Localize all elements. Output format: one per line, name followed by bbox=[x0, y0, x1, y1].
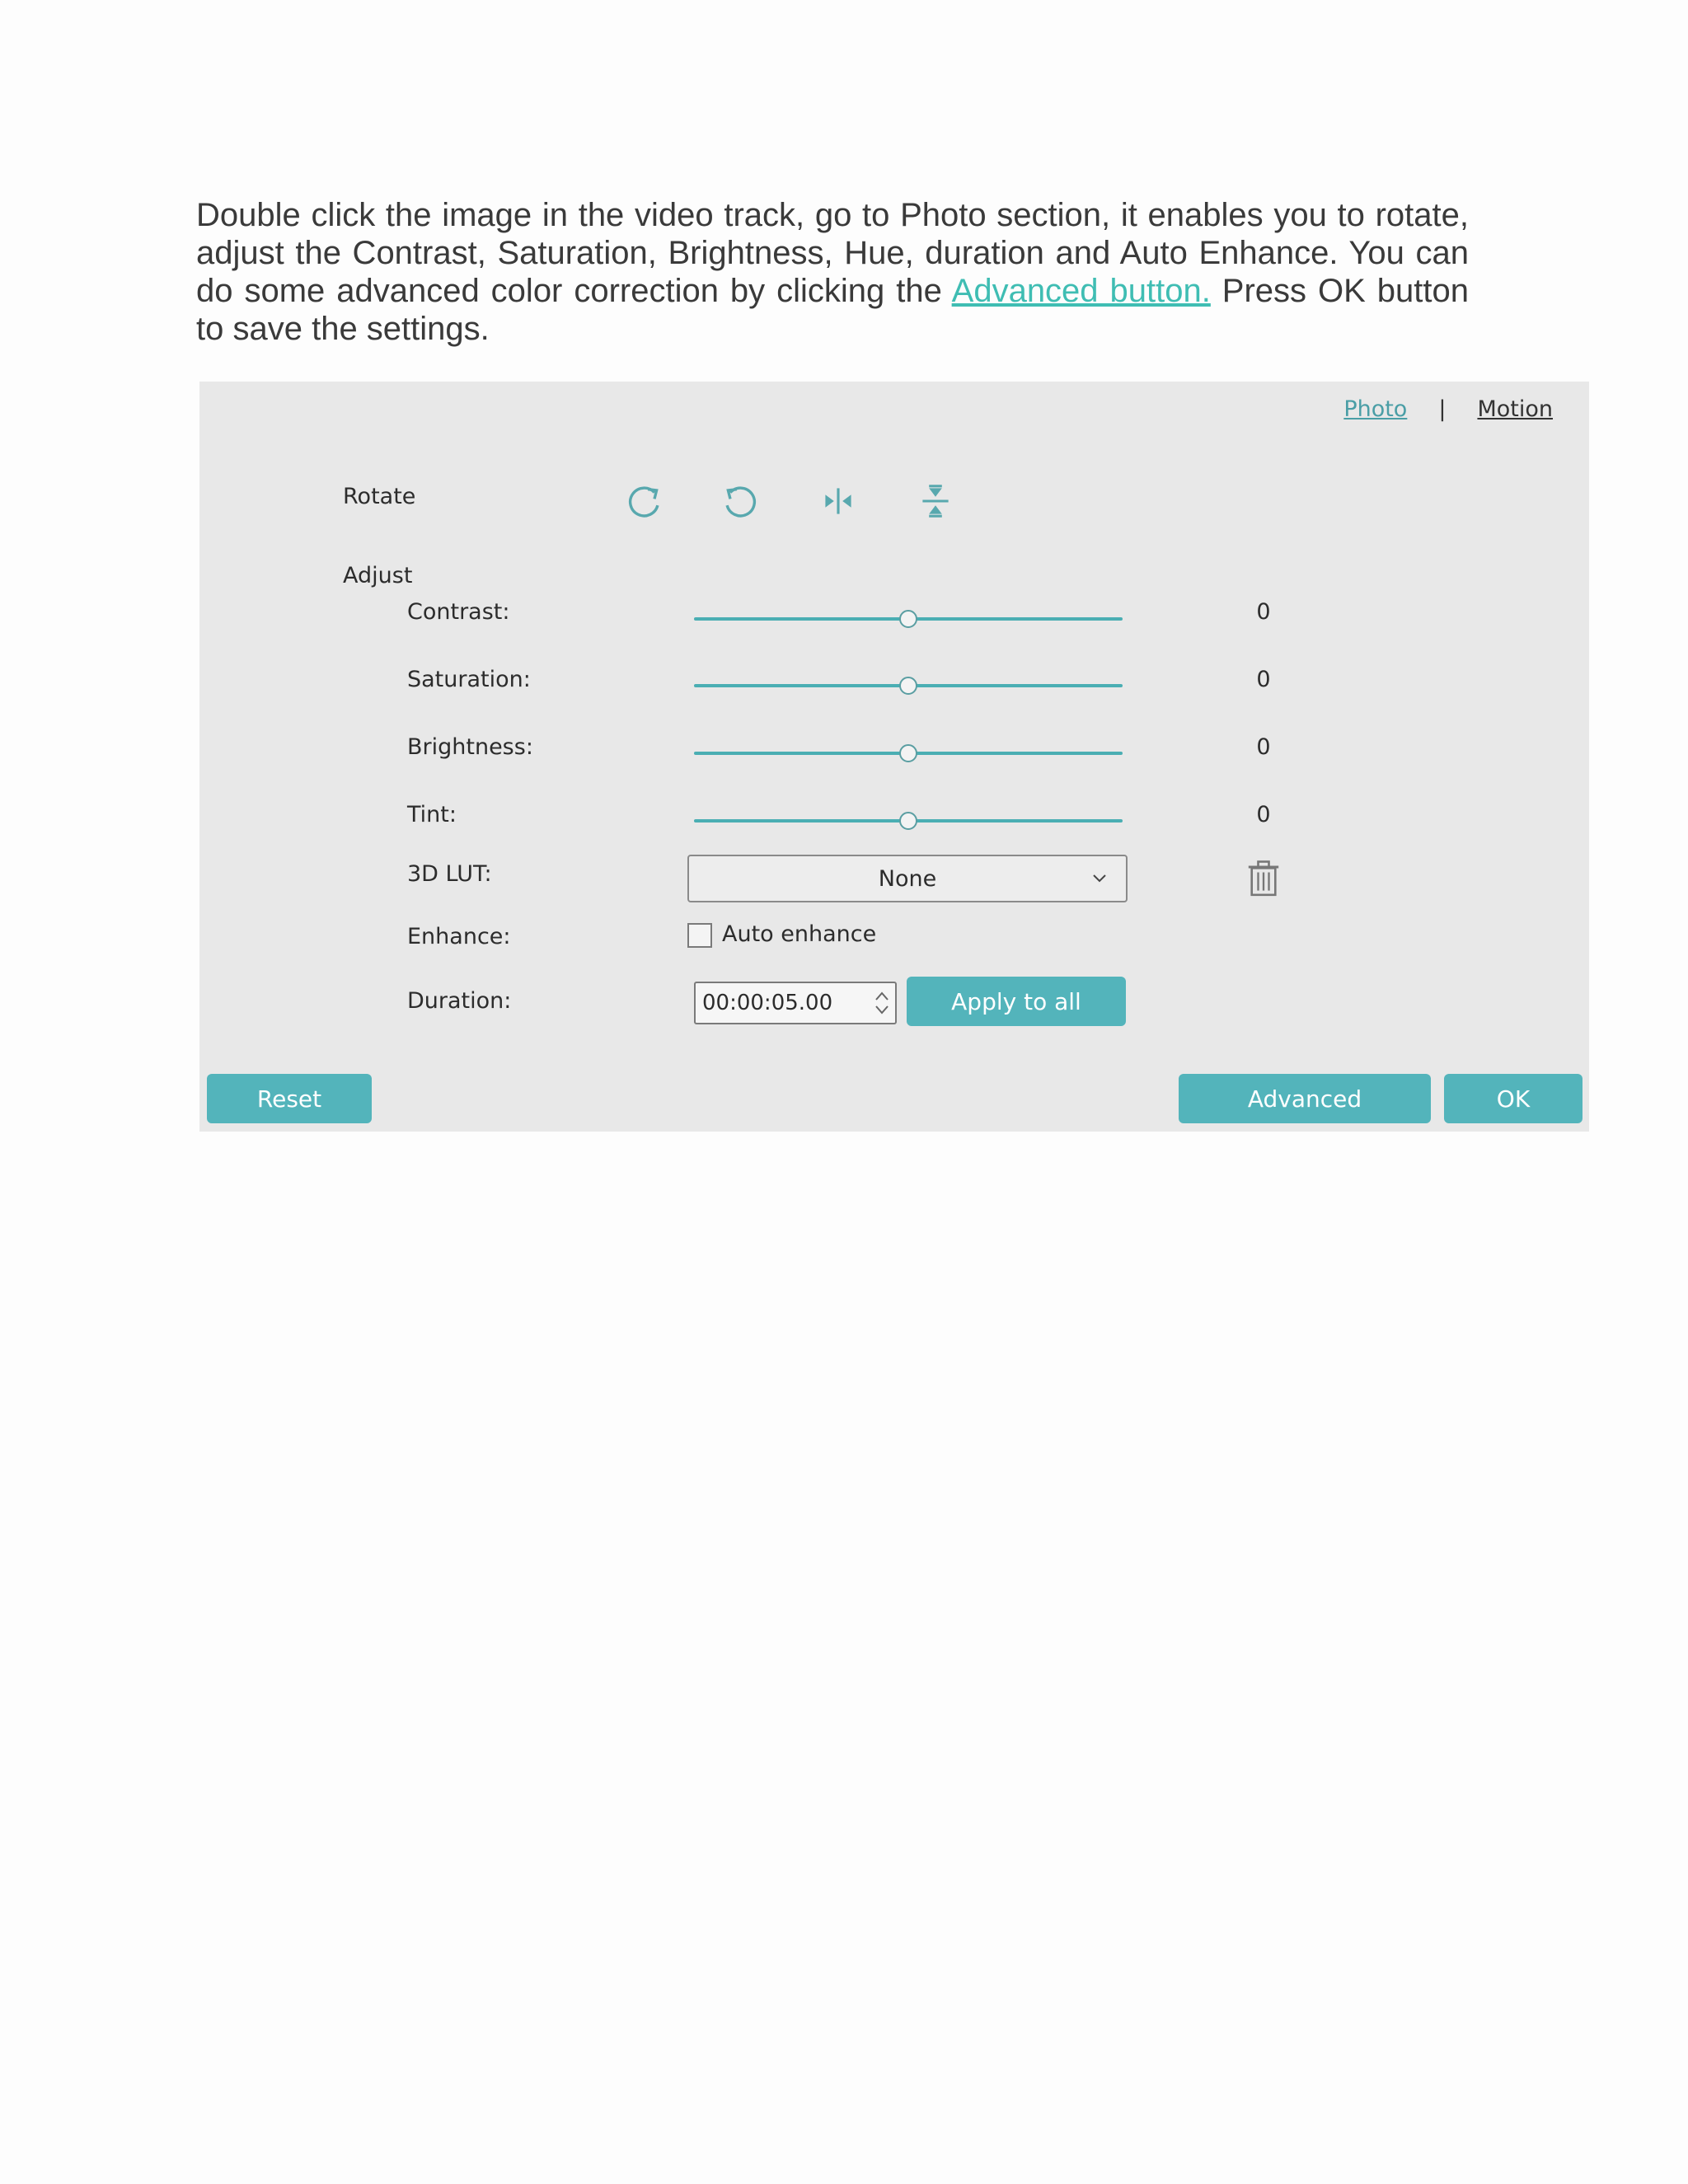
apply-to-all-button[interactable]: Apply to all bbox=[907, 977, 1126, 1026]
flip-horizontal-button[interactable] bbox=[809, 472, 867, 530]
advanced-button[interactable]: Advanced bbox=[1179, 1074, 1431, 1123]
auto-enhance-checkbox[interactable] bbox=[687, 923, 712, 948]
flip-vertical-button[interactable] bbox=[907, 472, 964, 530]
flip-horizontal-icon bbox=[817, 480, 860, 523]
auto-enhance-label: Auto enhance bbox=[722, 921, 877, 947]
flip-vertical-icon bbox=[914, 480, 957, 523]
lut-label: 3D LUT: bbox=[407, 861, 492, 887]
intro-text-before: Double click the image in the video track, go to Photo section, it enables you to rotate, adjust the Contrast, Saturation, Brightness, Hue, duration and Auto Enhance. You can do some advanced color correction by clicking the bbox=[196, 197, 1469, 309]
tint-label: Tint: bbox=[407, 802, 457, 827]
intro-text-after: Press OK button to save the settings. bbox=[196, 273, 1469, 347]
contrast-slider[interactable] bbox=[694, 607, 1123, 631]
ok-button[interactable]: OK bbox=[1444, 1074, 1582, 1123]
saturation-value: 0 bbox=[1256, 667, 1271, 692]
tab-separator: | bbox=[1438, 396, 1447, 422]
spinner-arrows-icon[interactable] bbox=[872, 987, 892, 1019]
brightness-slider-thumb[interactable] bbox=[899, 744, 917, 762]
duration-label: Duration: bbox=[407, 988, 512, 1014]
brightness-value: 0 bbox=[1256, 734, 1271, 760]
adjust-label: Adjust bbox=[343, 563, 413, 588]
rotate-clockwise-button[interactable] bbox=[615, 472, 673, 530]
saturation-slider[interactable] bbox=[694, 673, 1123, 698]
enhance-label: Enhance: bbox=[407, 924, 511, 949]
tab-bar bbox=[1343, 396, 1553, 422]
contrast-slider-thumb[interactable] bbox=[899, 610, 917, 628]
lut-select[interactable] bbox=[687, 855, 1128, 902]
duration-value: 00:00:05.00 bbox=[702, 991, 833, 1015]
contrast-label: Contrast: bbox=[407, 599, 510, 625]
saturation-label: Saturation: bbox=[407, 667, 531, 692]
rotate-counterclockwise-button[interactable] bbox=[712, 472, 770, 530]
advanced-link[interactable]: Advanced button. bbox=[951, 273, 1211, 309]
brightness-slider[interactable] bbox=[694, 741, 1123, 766]
reset-button[interactable]: Reset bbox=[207, 1074, 372, 1123]
tint-slider-thumb[interactable] bbox=[899, 812, 917, 830]
trash-icon[interactable] bbox=[1242, 856, 1285, 899]
rotate-clockwise-icon bbox=[622, 480, 665, 523]
tint-value: 0 bbox=[1256, 802, 1271, 827]
tab-photo[interactable]: Photo bbox=[1343, 396, 1408, 422]
intro-paragraph bbox=[196, 196, 1469, 348]
rotate-label: Rotate bbox=[343, 484, 416, 509]
lut-selected-value: None bbox=[878, 865, 937, 892]
duration-input[interactable] bbox=[694, 982, 897, 1024]
brightness-label: Brightness: bbox=[407, 734, 533, 760]
saturation-slider-thumb[interactable] bbox=[899, 677, 917, 695]
tint-slider[interactable] bbox=[694, 808, 1123, 833]
rotate-counterclockwise-icon bbox=[720, 480, 762, 523]
tab-motion[interactable]: Motion bbox=[1477, 396, 1553, 422]
contrast-value: 0 bbox=[1256, 599, 1271, 625]
photo-settings-panel bbox=[199, 382, 1589, 1132]
chevron-down-icon bbox=[1090, 868, 1109, 888]
